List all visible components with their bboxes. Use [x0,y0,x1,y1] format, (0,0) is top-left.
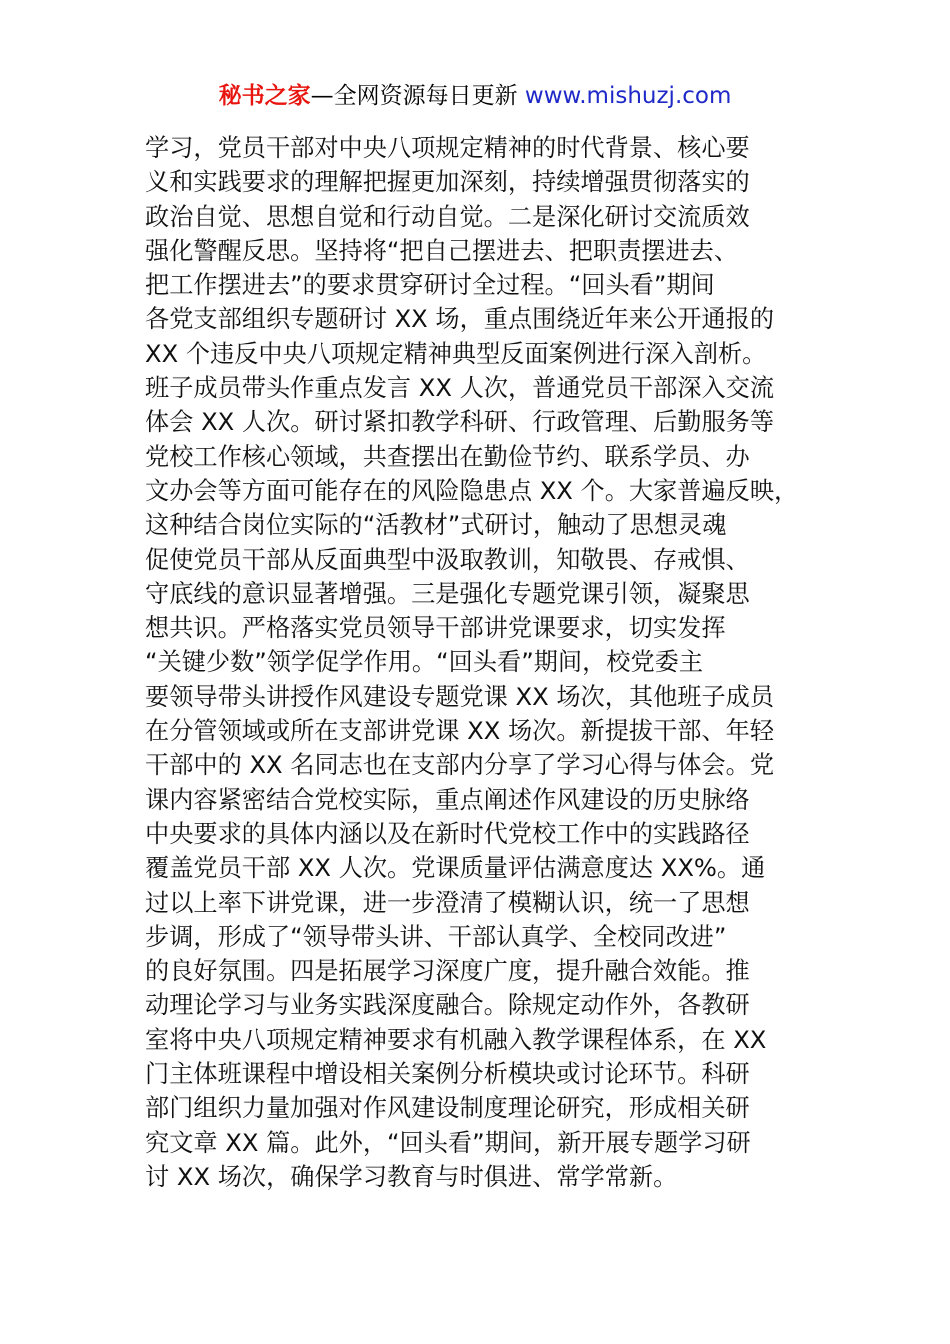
brand-name: 秘书之家 [218,83,311,109]
body-line: 部门组织力量加强对作风建设制度理论研究，形成相关研 [145,1094,750,1123]
body-line: 学习，党员干部对中央八项规定精神的时代背景、核心要 [145,134,750,162]
body-line: 促使党员干部从反面典型中汲取教训，知敬畏、存戒惧、 [145,545,750,574]
body-line: 究文章 XX 篇。此外，“回头看”期间，新开展专题学习研 [145,1128,751,1157]
body-line: 门主体班课程中增设相关案例分析模块或讨论环节。科研 [145,1060,750,1089]
body-line: 干部中的 XX 名同志也在支部内分享了学习心得与体会。党 [145,751,775,780]
body-line: 课内容紧密结合党校实际，重点阐述作风建设的历史脉络 [145,785,750,814]
body-line: 室将中央八项规定精神要求有机融入教学课程体系，在 XX [145,1025,767,1054]
body-line: 在分管领域或所在支部讲党课 XX 场次。新提拔干部、年轻 [145,717,775,746]
body-line: 守底线的意识显著增强。三是强化专题党课引领，凝聚思 [145,579,750,608]
body-line: 党校工作核心领域，共查摆出在勤俭节约、联系学员、办 [145,442,750,471]
body-line: 政治自觉、思想自觉和行动自觉。二是深化研讨交流质效 [145,202,750,231]
body-line: “关键少数”领学促学作用。“回头看”期间，校党委主 [145,648,704,677]
body-line: 步调，形成了“领导带头讲、干部认真学、全校同改进” [145,922,727,951]
header-slogan: —全网资源每日更新 [310,83,525,109]
body-line: XX 个违反中央八项规定精神典型反面案例进行深入剖析。 [145,339,767,368]
body-line: 这种结合岗位实际的“活教材”式研讨，触动了思想灵魂 [145,511,727,540]
body-line: 义和实践要求的理解把握更加深刻，持续增强贯彻落实的 [145,168,750,197]
body-line: 中央要求的具体内涵以及在新时代党校工作中的实践路径 [145,819,750,848]
page-header [0,80,950,112]
body-line: 体会 XX 人次。研讨紧扣教学科研、行政管理、后勤服务等 [145,408,775,437]
body-line: 讨 XX 场次，确保学习教育与时俱进、常学常新。 [145,1162,678,1191]
body-line: 动理论学习与业务实践深度融合。除规定动作外，各教研 [145,991,750,1020]
body-line: 要领导带头讲授作风建设专题党课 XX 场次，其他班子成员 [145,682,775,711]
site-link[interactable]: www.mishuzj.com [524,83,732,109]
body-line: 文办会等方面可能存在的风险隐患点 XX 个。大家普遍反映， [145,476,799,505]
body-line: 各党支部组织专题研讨 XX 场，重点围绕近年来公开通报的 [145,305,775,334]
body-line: 班子成员带头作重点发言 XX 人次，普通党员干部深入交流 [145,374,775,403]
body-line: 的良好氛围。四是拓展学习深度广度，提升融合效能。推 [145,957,750,986]
body-line: 强化警醒反思。坚持将“把自己摆进去、把职责摆进去、 [145,236,739,265]
body-line: 想共识。严格落实党员领导干部讲党课要求，切实发挥 [145,614,726,643]
body-line: 过以上率下讲党课，进一步澄清了模糊认识，统一了思想 [145,888,750,917]
document-body [145,131,815,1194]
body-line: 覆盖党员干部 XX 人次。党课质量评估满意度达 XX%。通 [145,854,766,883]
body-line: 把工作摆进去”的要求贯穿研讨全过程。“回头看”期间 [145,271,715,300]
